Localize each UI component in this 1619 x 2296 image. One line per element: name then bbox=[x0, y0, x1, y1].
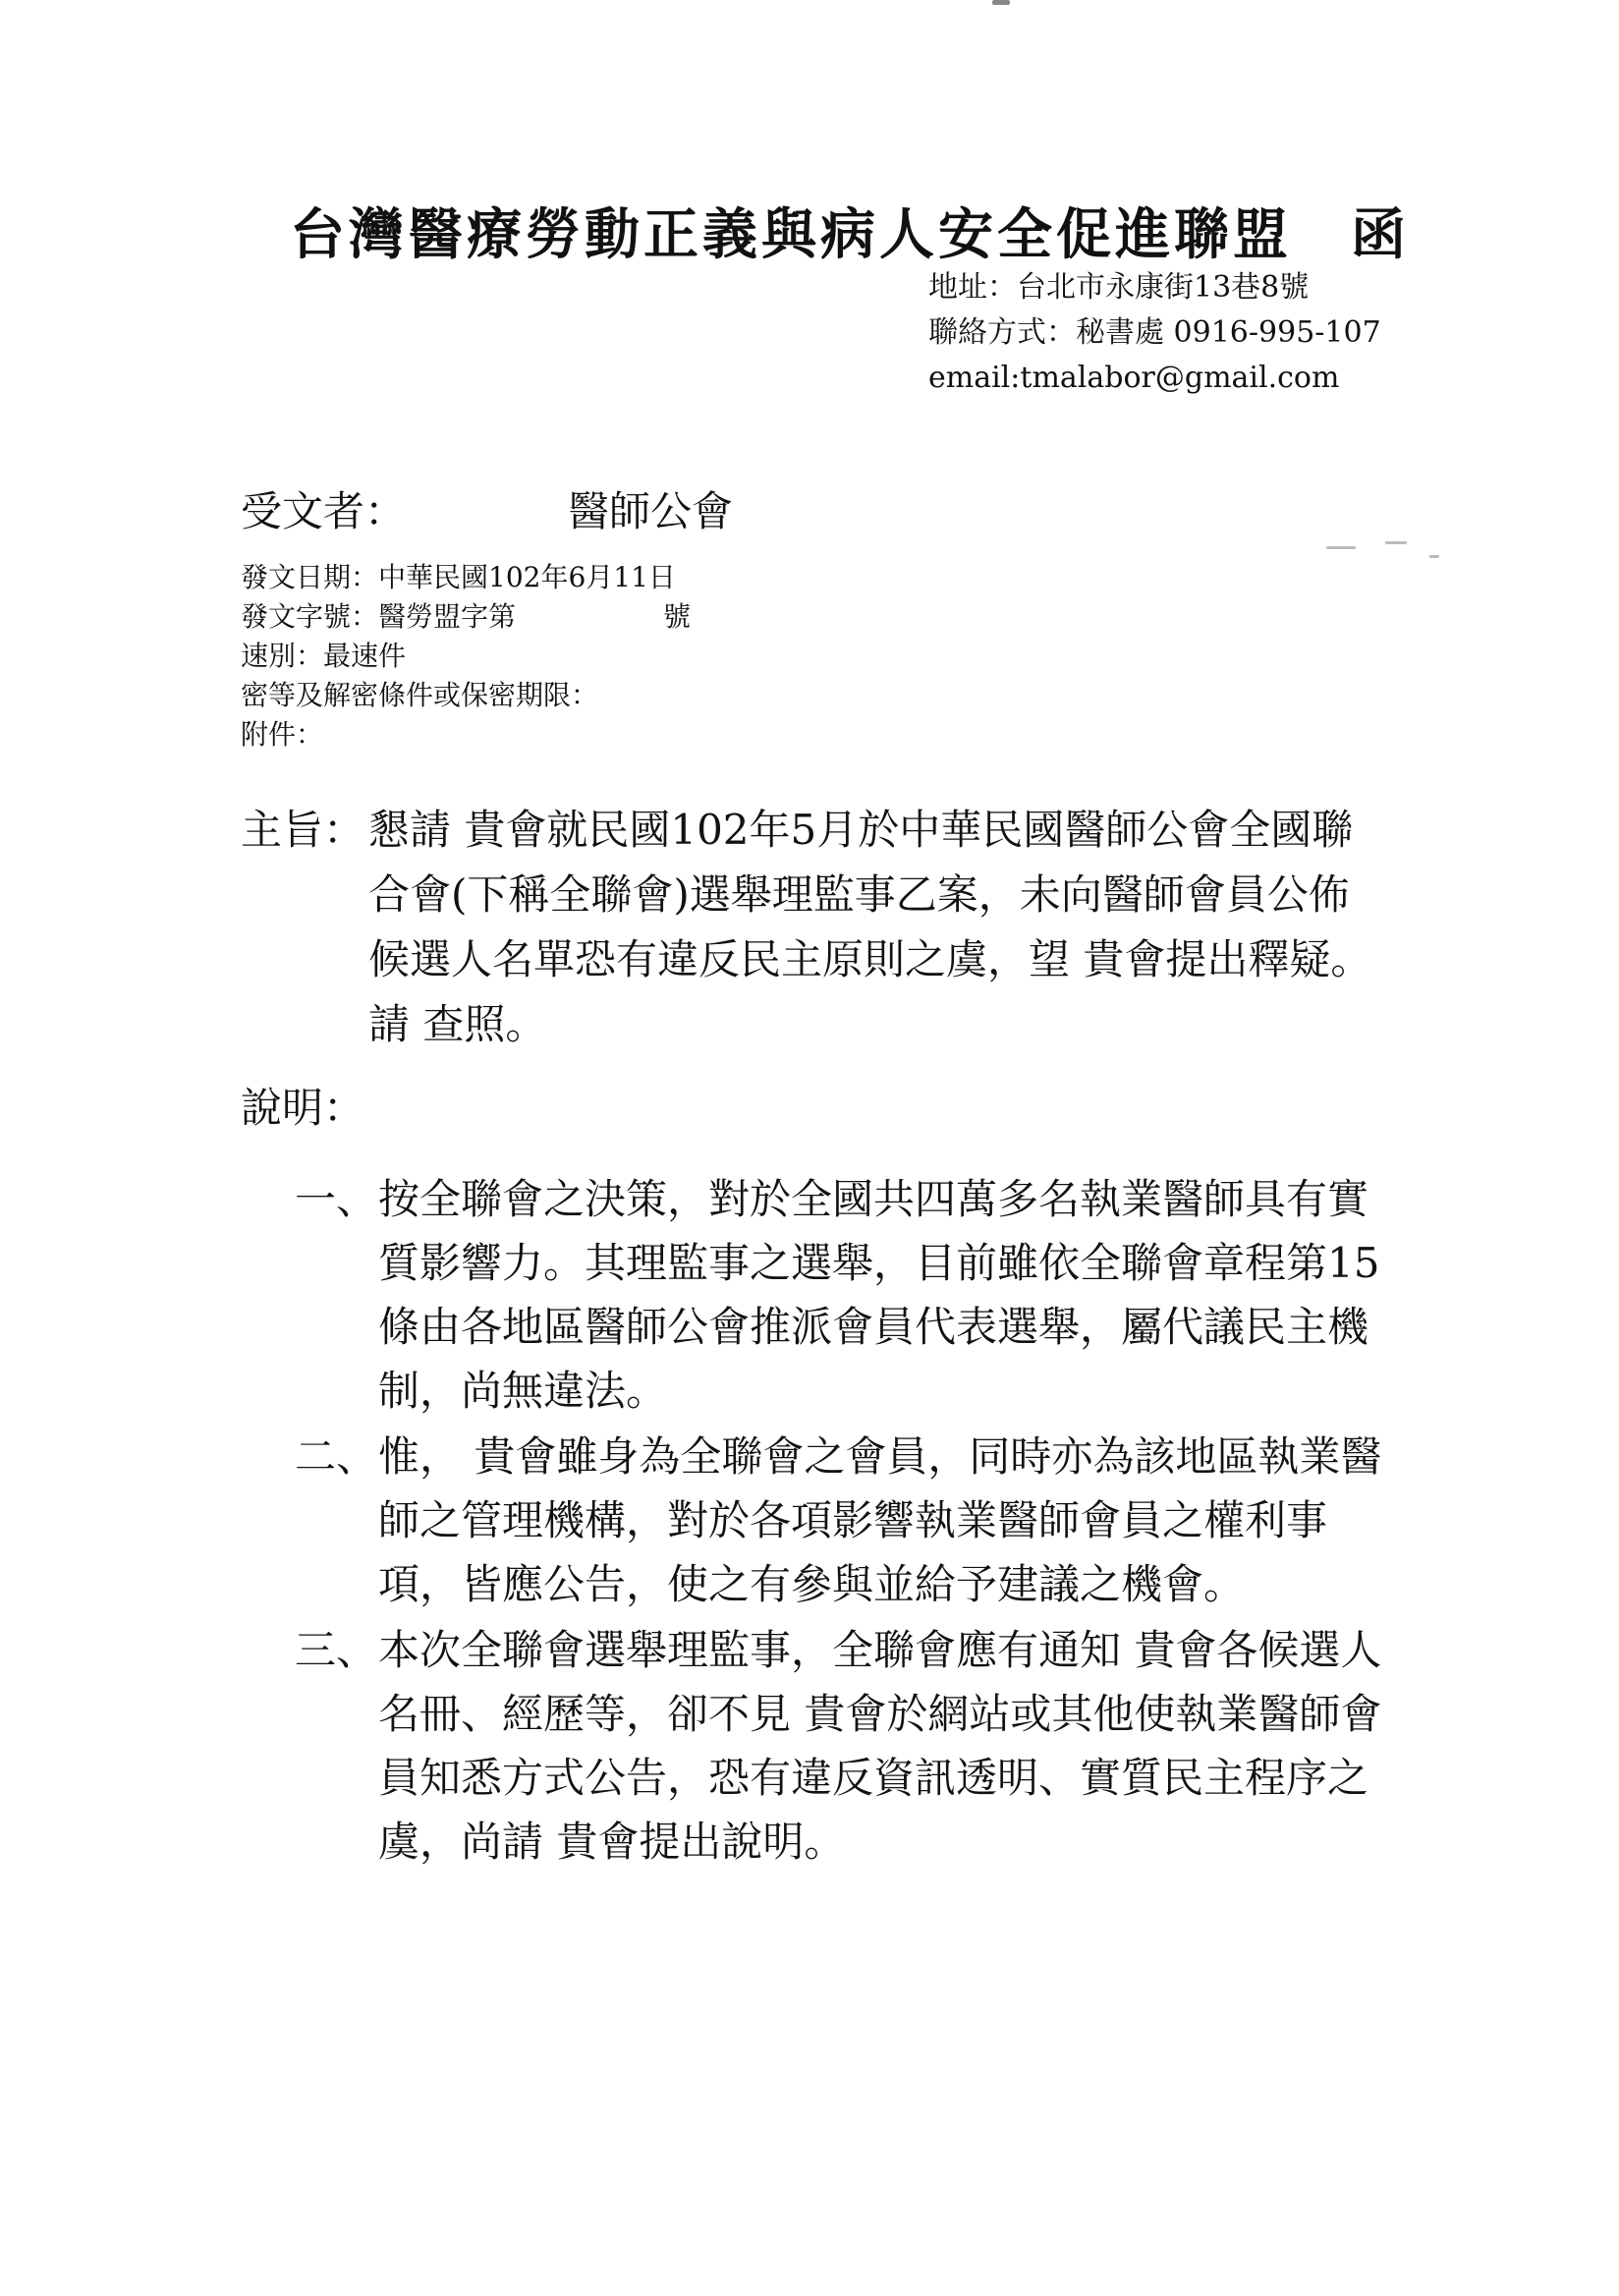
subject-text: 懇請 貴會就民國102年5月於中華民國醫師公會全國聯合會(下稱全聯會)選舉理監事乙案，未向醫師會員公佈候選人名單恐有違反民主原則之虞，望 貴會提出釋疑。請 查照。 bbox=[368, 806, 1372, 1048]
description-item bbox=[295, 1425, 1395, 1616]
speed-line: 速別：最速件 bbox=[241, 640, 407, 672]
description-item bbox=[295, 1167, 1395, 1423]
description-item bbox=[295, 1618, 1395, 1874]
description-label: 說明： bbox=[241, 1084, 365, 1132]
subject-label: 主旨： bbox=[241, 806, 365, 854]
address-line: 地址：台北市永康街13巷8號 bbox=[928, 270, 1310, 305]
attachment-line: 附件： bbox=[241, 718, 324, 751]
doc-number-line bbox=[241, 597, 691, 637]
contact-line: 聯絡方式：秘書處 0916-995-107 bbox=[928, 315, 1381, 350]
item-number: 三、 bbox=[295, 1626, 378, 1674]
recipient-line bbox=[241, 479, 733, 538]
item-number: 二、 bbox=[295, 1432, 378, 1481]
subject-section bbox=[241, 798, 1390, 1057]
recipient-value: 醫師公會 bbox=[568, 487, 734, 535]
doc-number-suffix: 號 bbox=[663, 600, 692, 633]
scan-speck bbox=[1385, 541, 1407, 544]
scan-speck bbox=[1326, 546, 1356, 549]
email-line: email:tmalabor@gmail.com bbox=[928, 361, 1340, 395]
item-text: 本次全聯會選舉理監事，全聯會應有通知 貴會各候選人名冊、經歷等，卻不見 貴會於網站或其他使執業醫師會員知悉方式公告，恐有違反資訊透明、實質民主程序之虞，尚請 貴會提出說明。 bbox=[378, 1626, 1382, 1866]
scan-speck bbox=[1429, 555, 1439, 558]
item-text: 惟， 貴會雖身為全聯會之會員，同時亦為該地區執業醫師之管理機構，對於各項影響執業醫師會員之權利事項，皆應公告，使之有參與並給予建議之機會。 bbox=[378, 1432, 1382, 1608]
item-text: 按全聯會之決策，對於全國共四萬多名執業醫師具有實質影響力。其理監事之選舉，目前雖依全聯會章程第15條由各地區醫師公會推派會員代表選舉，屬代議民主機制，尚無違法。 bbox=[378, 1175, 1380, 1415]
recipient-label: 受文者： bbox=[241, 487, 407, 535]
doc-type: 函 bbox=[1351, 202, 1410, 267]
letterhead-title bbox=[290, 192, 1410, 270]
doc-number-label: 發文字號：醫勞盟字第 bbox=[241, 600, 517, 633]
meta-block bbox=[241, 558, 691, 755]
contact-block bbox=[928, 265, 1420, 401]
scan-speck bbox=[992, 0, 1010, 5]
issue-date: 發文日期：中華民國102年6月11日 bbox=[241, 561, 676, 593]
org-name: 台灣醫療勞動正義與病人安全促進聯盟 bbox=[290, 202, 1292, 267]
description-items bbox=[295, 1167, 1395, 1876]
item-number: 一、 bbox=[295, 1175, 378, 1223]
secrecy-line: 密等及解密條件或保密期限： bbox=[241, 679, 599, 711]
